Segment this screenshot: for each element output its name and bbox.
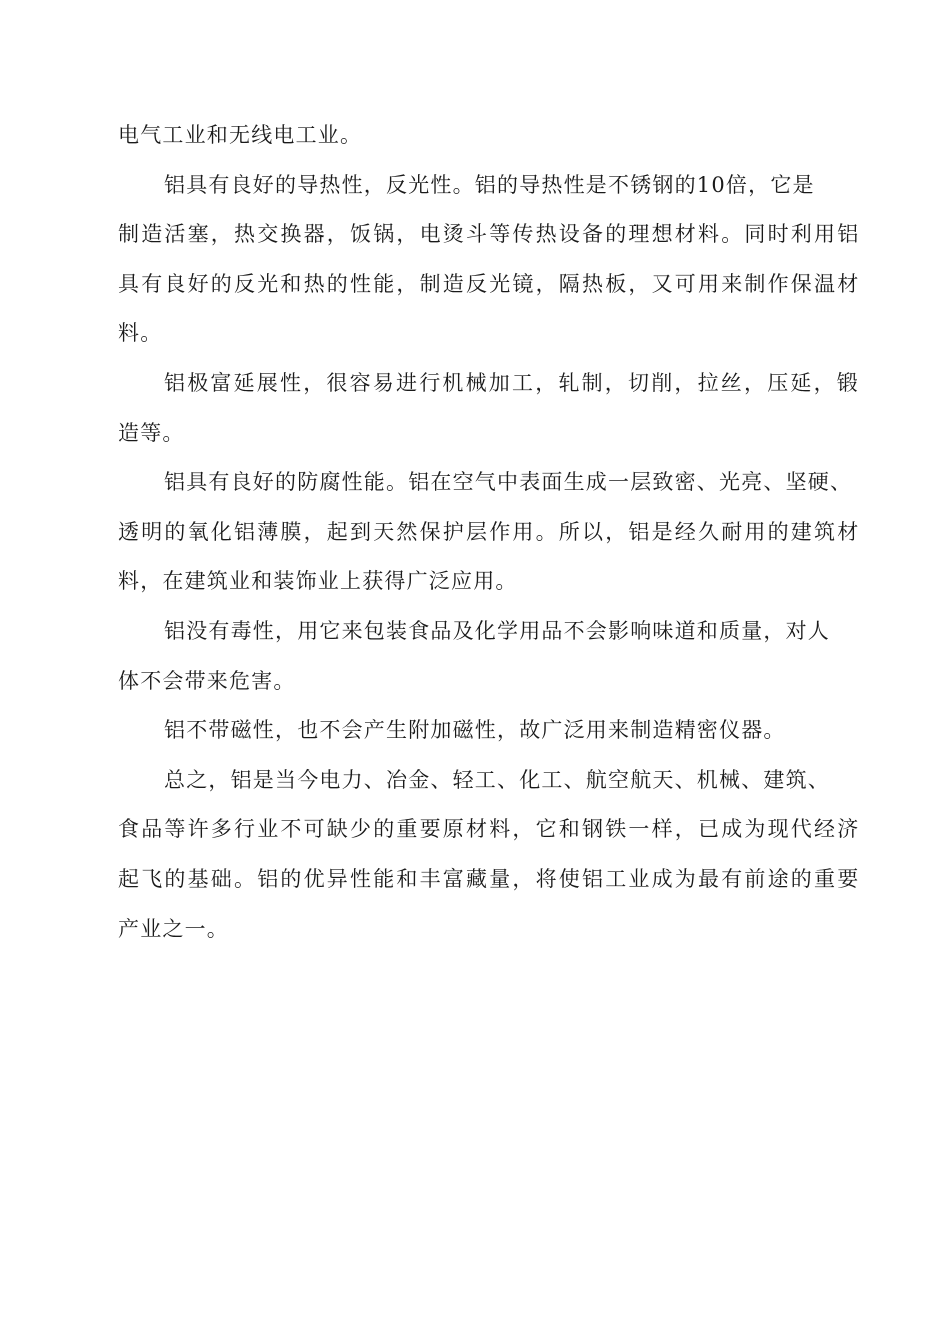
text-line: 总之，铝是当今电力、冶金、轻工、化工、航空航天、机械、建筑、	[164, 767, 830, 792]
text-line: 体不会带来危害。	[118, 668, 296, 693]
text-line: 产业之一。	[118, 916, 229, 941]
text-line: 食品等许多行业不可缺少的重要原材料，它和钢铁一样，已成为现代经济	[118, 817, 861, 842]
text-line: 制造活塞，热交换器，饭锅，电烫斗等传热设备的理想材料。同时利用铝	[118, 222, 861, 247]
text-line: 铝具有良好的导热性，反光性。铝的导热性是不锈钢的10倍，它是	[164, 172, 815, 197]
text-line: 料，在建筑业和装饰业上获得广泛应用。	[118, 569, 518, 594]
text-line: 铝具有良好的防腐性能。铝在空气中表面生成一层致密、光亮、坚硬、	[164, 470, 853, 495]
text-line: 造等。	[118, 420, 185, 445]
text-line: 铝没有毒性，用它来包装食品及化学用品不会影响味道和质量，对人	[164, 618, 830, 643]
text-line: 铝不带磁性，也不会产生附加磁性，故广泛用来制造精密仪器。	[164, 718, 786, 743]
text-line: 料。	[118, 321, 163, 346]
text-line: 铝极富延展性，很容易进行机械加工，轧制，切削，拉丝，压延，锻	[164, 370, 860, 395]
text-line: 透明的氧化铝薄膜，起到天然保护层作用。所以，铝是经久耐用的建筑材	[118, 519, 861, 544]
text-line: 电气工业和无线电工业。	[118, 123, 363, 147]
body-text	[118, 111, 861, 954]
text-line: 起飞的基础。铝的优异性能和丰富藏量，将使铝工业成为最有前途的重要	[118, 866, 861, 891]
text-line: 具有良好的反光和热的性能，制造反光镜，隔热板，又可用来制作保温材	[118, 271, 861, 296]
